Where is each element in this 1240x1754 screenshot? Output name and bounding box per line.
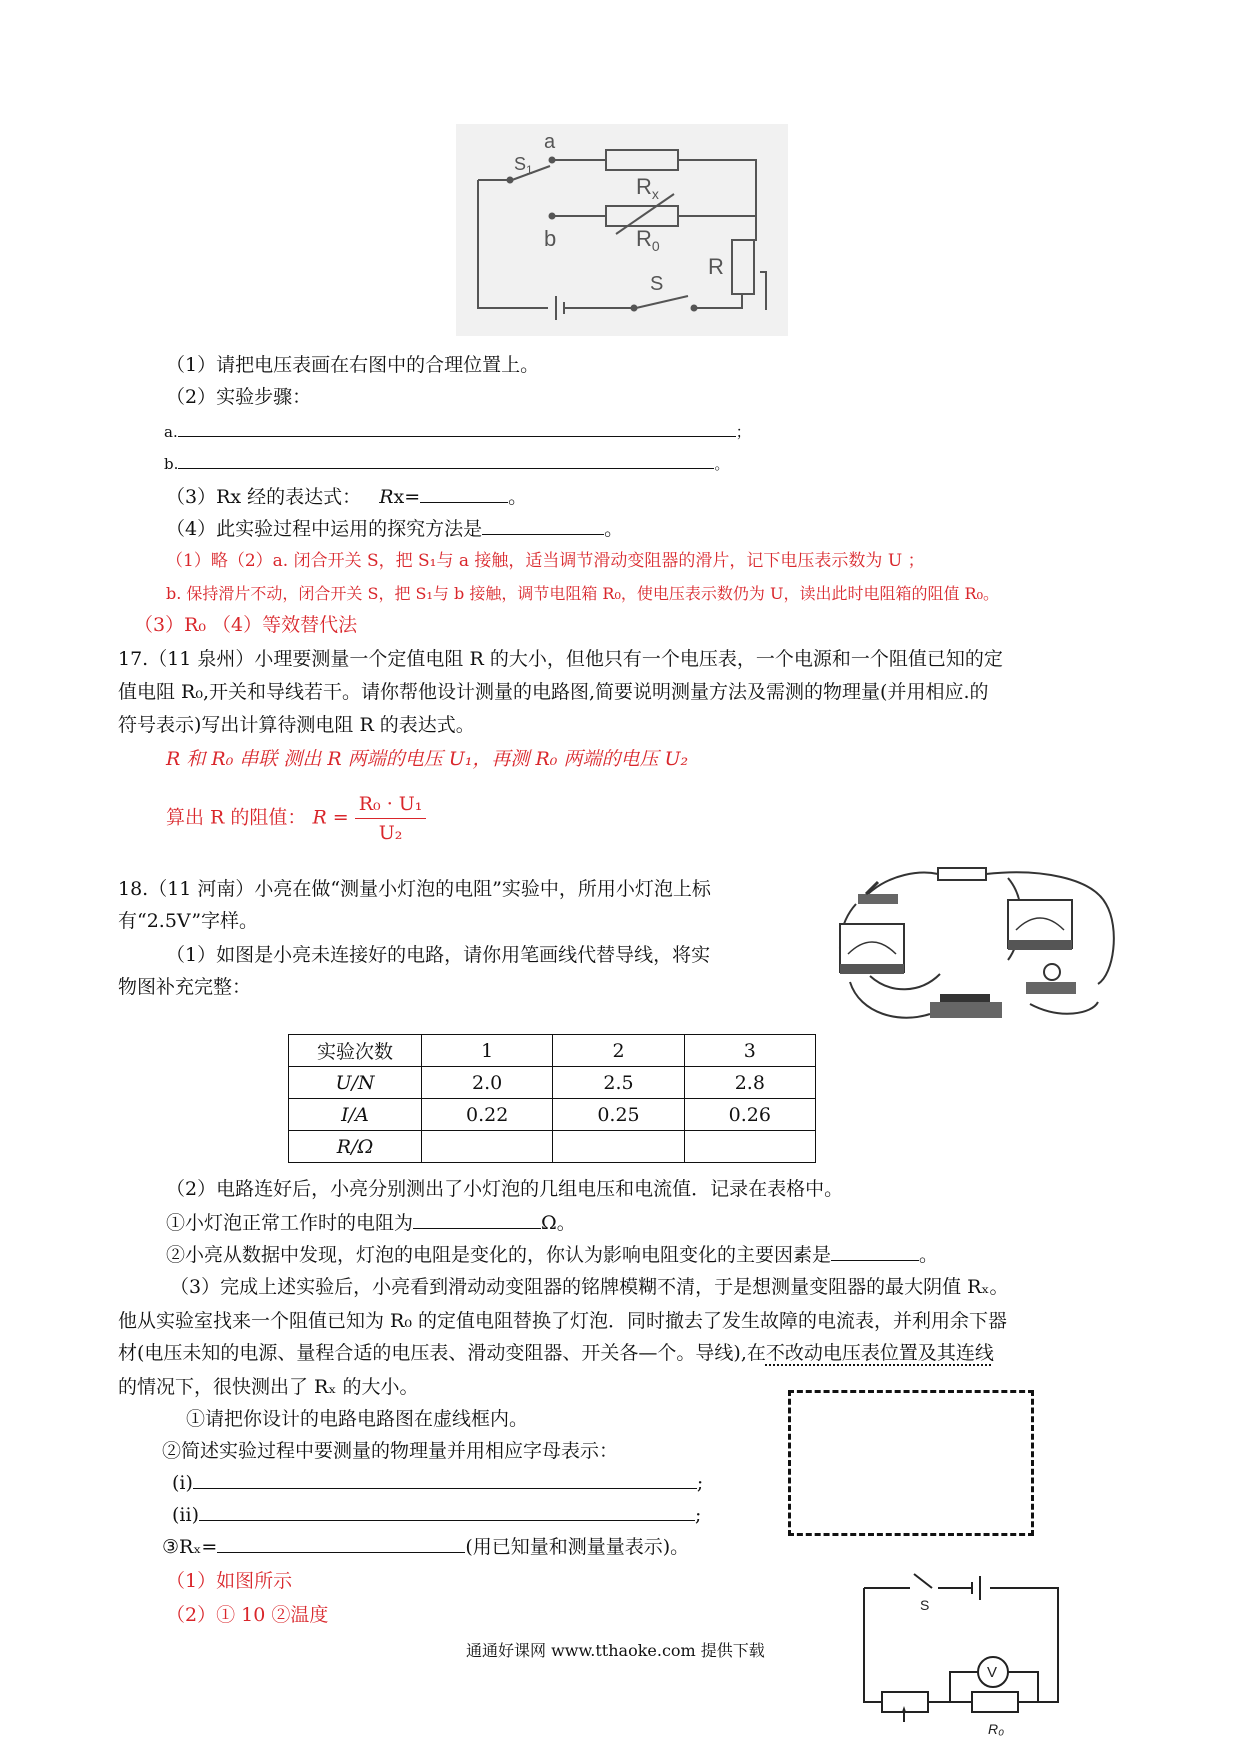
q17-formula-fraction: [355, 790, 427, 847]
q18-part3-dotted-emphasis: 不改动电压表位置及其连线: [765, 1342, 994, 1364]
q18-part3c-blank[interactable]: [217, 1534, 465, 1553]
q18-part2a-end: Ω。: [541, 1212, 576, 1234]
q16-step-b-blank[interactable]: [178, 450, 714, 469]
q16-step-b-label: b.: [164, 455, 179, 473]
q16-step-a-blank[interactable]: [178, 418, 736, 437]
q16-part4-end: 。: [604, 518, 624, 540]
q18-part3-line4: 的情况下，很快测出了 Rₓ 的大小。: [118, 1376, 419, 1398]
q16-step-b-end: 。: [714, 455, 730, 473]
label-a: a: [544, 131, 556, 153]
apparatus-figure-q18: [830, 864, 1122, 1030]
q18-text-line2: 有“2.5V”字样。: [118, 910, 259, 932]
q17-text-line3: 符号表示)写出计算待测电阻 R 的表达式。: [118, 714, 475, 736]
table-cell: U/N: [289, 1067, 422, 1099]
q18-text-line3: （1）如图是小亮未连接好的电路，请你用笔画线代替导线，将实: [166, 944, 711, 966]
q16-part3-eq: x=: [393, 486, 421, 508]
table-cell[interactable]: [422, 1131, 553, 1163]
answer-circuit-label-s: S: [920, 1597, 930, 1613]
table-cell: 2.0: [422, 1067, 553, 1099]
q17-answer-prefix: 算出 R 的阻值：: [166, 806, 307, 829]
label-r0-sub: 0: [651, 238, 660, 254]
table-cell: 1: [422, 1035, 553, 1067]
data-table: [288, 1034, 816, 1163]
circuit-drawing-box[interactable]: [788, 1390, 1034, 1536]
q18-part2b-end: 。: [919, 1244, 939, 1266]
table-cell: 3: [684, 1035, 815, 1067]
q18-part3-line1: （3）完成上述实验后，小亮看到滑动动变阻器的铭牌模糊不清，于是想测量变阻器的最大阴值 Rₓ。: [170, 1276, 1009, 1298]
q18-part2a-blank[interactable]: [413, 1210, 541, 1229]
ammeter-icon: [840, 924, 904, 974]
q16-part2: （2）实验步骤：: [166, 386, 312, 408]
voltmeter-label: V: [987, 1664, 998, 1681]
q18-answer-line2: （2）① 10 ②温度: [166, 1604, 329, 1626]
table-cell: R/Ω: [289, 1131, 422, 1163]
q18-part3c-end: (用已知量和测量量表示)。: [465, 1536, 690, 1558]
q16-answer-line3: （3）R₀ （4）等效替代法: [134, 614, 358, 636]
table-row: [289, 1131, 816, 1163]
label-s1-sub: 1: [526, 163, 533, 177]
label-r: R: [708, 254, 724, 279]
q16-part3-blank[interactable]: [420, 484, 508, 503]
table-cell: 0.22: [422, 1099, 553, 1131]
q18-part2b-blank[interactable]: [831, 1242, 919, 1261]
label-s: S: [650, 273, 664, 295]
rheostat-icon: [930, 994, 1002, 1018]
q16-part3-end: 。: [508, 486, 528, 508]
label-b: b: [544, 226, 557, 251]
page-footer: 通通好课网 www.tthaoke.com 提供下载: [466, 1641, 765, 1660]
table-row: [289, 1099, 816, 1131]
q18-step-i-label: (i): [172, 1472, 193, 1494]
answer-circuit-figure: [860, 1568, 1070, 1746]
q18-part2-text: （2）电路连好后，小亮分别测出了小灯泡的几组电压和电流值．记录在表格中。: [166, 1178, 844, 1200]
table-row: [289, 1067, 816, 1099]
q16-part4-text: （4）此实验过程中运用的探究方法是: [166, 518, 483, 540]
table-cell[interactable]: [553, 1131, 684, 1163]
table-cell: 0.26: [684, 1099, 815, 1131]
table-cell: I/A: [289, 1099, 422, 1131]
table-row: [289, 1035, 816, 1067]
q17-text-line1: 17.（11 泉州）小理要测量一个定值电阻 R 的大小，但他只有一个电压表，一个电源和一个阻值已知的定: [118, 648, 1003, 670]
q18-part3b: ②简述实验过程中要测量的物理量并用相应字母表示：: [162, 1440, 619, 1462]
q18-part3-line3: 材(电压未知的电源、量程合适的电压表、滑动变阻器、开关各—个。导线),在: [118, 1342, 766, 1364]
q16-part3-var: R: [379, 486, 394, 508]
label-rx: R: [636, 174, 652, 199]
table-cell: 2: [553, 1035, 684, 1067]
q16-step-a-label: a.: [164, 423, 178, 441]
circuit-figure-q16: [456, 124, 788, 336]
voltmeter-icon: [1008, 900, 1072, 950]
answer-circuit-label-r0: R₀: [988, 1721, 1005, 1737]
q16-part4-blank[interactable]: [482, 516, 604, 535]
q16-answer-line1: （1）略（2）a. 闭合开关 S，把 S₁与 a 接触，适当调节滑动变阻器的滑片，记下电压表示数为 U ；: [166, 551, 925, 571]
q18-answer-line1: （1）如图所示: [166, 1570, 293, 1592]
q18-part2a-text: ①小灯泡正常工作时的电阻为: [166, 1212, 414, 1234]
q18-step-ii-blank[interactable]: [199, 1502, 695, 1521]
q17-formula-numerator: R₀ · U₁: [355, 790, 427, 819]
q18-part3c-text: ③Rₓ=: [162, 1536, 218, 1558]
table-cell: 0.25: [553, 1099, 684, 1131]
q18-part3a: ①请把你设计的电路电路图在虚线框内。: [186, 1408, 529, 1430]
label-s1: S: [514, 154, 527, 174]
q17-formula-denominator: U₂: [378, 822, 403, 844]
q18-text-line1: 18.（11 河南）小亮在做“测量小灯泡的电阻”实验中，所用小灯泡上标: [118, 878, 711, 900]
q18-step-ii-end: ;: [694, 1504, 702, 1526]
q18-part2b-text: ②小亮从数据中发现，灯泡的电阻是变化的，你认为影响电阻变化的主要因素是: [166, 1244, 832, 1266]
q18-step-ii-label: (ii): [172, 1504, 199, 1526]
lamp-icon: [1026, 964, 1076, 994]
q17-formula-lhs: R =: [312, 806, 349, 829]
table-cell[interactable]: [684, 1131, 815, 1163]
q16-part3-text: （3）Rx 经的表达式：: [166, 486, 362, 508]
table-cell: 2.8: [684, 1067, 815, 1099]
q17-answer-line1: R 和 R₀ 串联 测出 R 两端的电压 U₁，再测 R₀ 两端的电压 U₂: [166, 748, 689, 770]
q18-step-i-blank[interactable]: [193, 1470, 697, 1489]
q17-text-line2: 值电阻 R₀,开关和导线若干。请你帮他设计测量的电路图,简要说明测量方法及需测的物理量(并用相应.的: [118, 681, 989, 703]
table-cell: 实验次数: [289, 1035, 422, 1067]
q16-part1: （1）请把电压表画在右图中的合理位置上。: [166, 354, 540, 376]
table-cell: 2.5: [553, 1067, 684, 1099]
label-rx-sub: x: [651, 186, 659, 202]
q16-step-a-end: ；: [735, 423, 751, 441]
q16-answer-line2: b. 保持滑片不动，闭合开关 S，把 S₁与 b 接触，调节电阻箱 R₀，使电压表示数仍为 U，读出此时电阻箱的阻值 R₀。: [166, 584, 1000, 603]
q18-text-line4: 物图补充完整：: [118, 976, 252, 998]
q18-step-i-end: ;: [696, 1472, 704, 1494]
label-r0: R: [636, 226, 652, 251]
q18-part3-line2: 他从实验室找来一个阻值已知为 R₀ 的定值电阻替换了灯泡．同时撤去了发生故障的电流表，并利用余下器: [118, 1310, 1008, 1332]
